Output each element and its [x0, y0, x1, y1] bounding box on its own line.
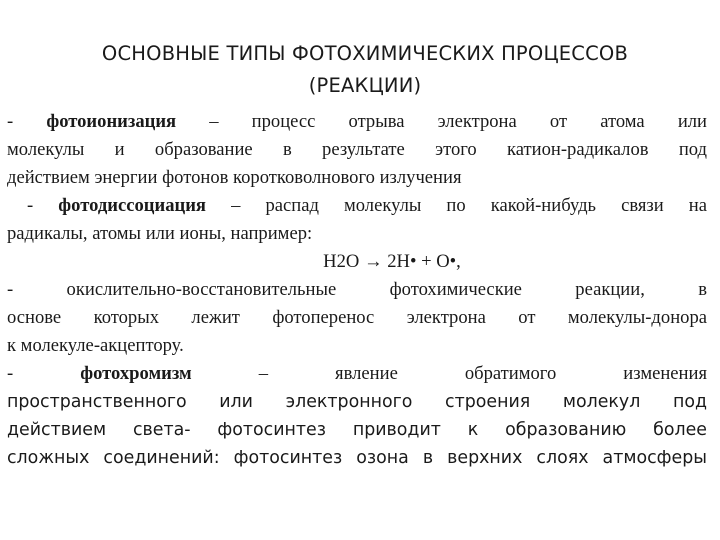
photochromism-line-4: сложных соединений: фотосинтез озона в верхних слоях атмосферы [7, 448, 707, 468]
photochromism-definition: – явление обратимого изменения [191, 363, 707, 384]
photochromism-line-2: пространственного или электронного строения молекул под [7, 392, 707, 412]
photodissociation-line-1 [7, 192, 707, 220]
photodissociation-dash: - [27, 195, 59, 216]
redox-line-3: к молекуле-акцептору. [7, 335, 184, 356]
redox-line-1: - окислительно-восстановительные фотохимические реакции, в [7, 279, 707, 300]
photodissociation-definition: – распад молекулы по какой-нибудь связи на [205, 195, 707, 216]
photoionization-line-2: молекулы и образование в результате этого катион-радикалов под [7, 139, 707, 160]
photodissociation-term: фотодиссоциация [58, 195, 206, 216]
photoionization-definition: – процесс отрыва электрона от атома или [176, 111, 707, 132]
slide-title-line-1: ОСНОВНЫЕ ТИПЫ ФОТОХИМИЧЕСКИХ ПРОЦЕССОВ [101, 42, 629, 65]
photodissociation-equation: H2O → 2H• + O•, [323, 251, 461, 272]
slide-title [40, 38, 690, 102]
photochromism-term: фотохромизм [80, 363, 192, 384]
photochromism-line-3: действием света- фотосинтез приводит к образованию более [7, 420, 707, 440]
photoionization-term: фотоионизация [46, 111, 177, 132]
photodissociation-line-2: радикалы, атомы или ионы, например: [7, 223, 313, 244]
photochromism-dash: - [7, 363, 81, 384]
slide-body [7, 108, 707, 472]
photochromism-line-1 [7, 360, 707, 388]
photoionization-line-1 [7, 108, 707, 136]
photoionization-line-3: действием энергии фотонов коротковолнового излучения [7, 167, 462, 188]
photoionization-dash: - [7, 111, 47, 132]
slide-title-line-2: (РЕАКЦИИ) [308, 74, 422, 97]
redox-line-2: основе которых лежит фотоперенос электрона от молекулы-донора [7, 307, 707, 328]
